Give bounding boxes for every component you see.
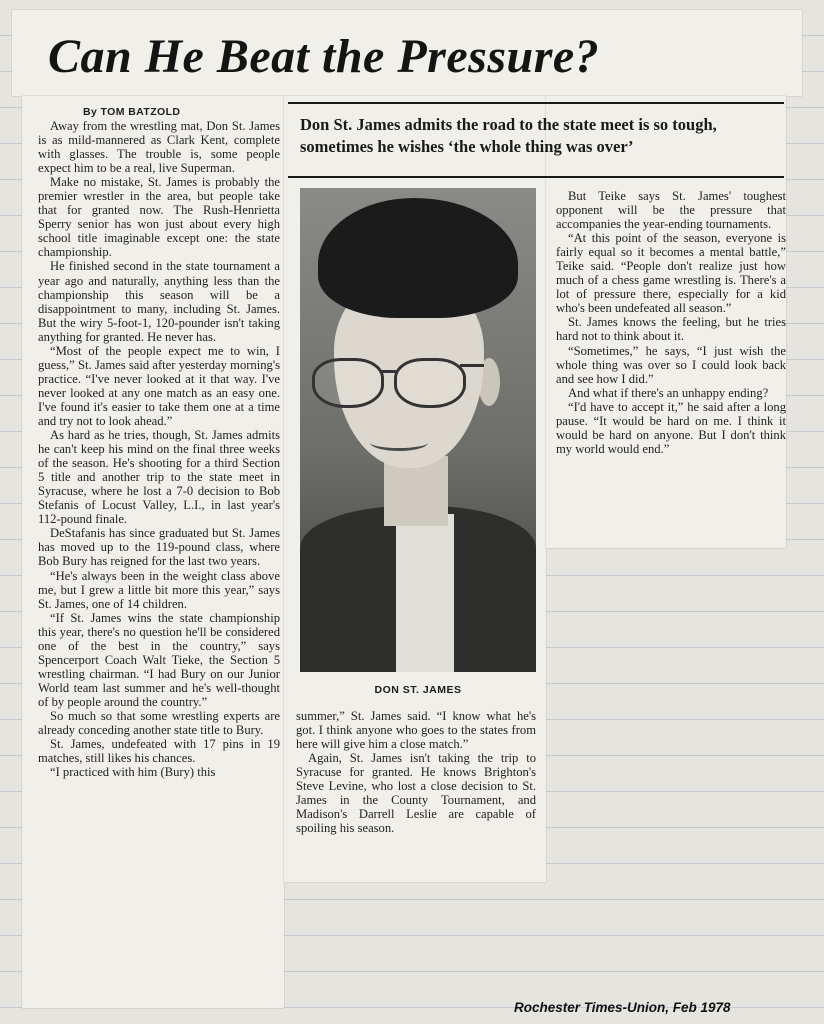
paragraph: DeStafanis has since graduated but St. James has moved up to the 119-pound class, where Bob Bury has reigned for the last two years.	[38, 526, 280, 569]
glasses-left-lens	[312, 358, 384, 408]
article-column-right	[556, 189, 786, 456]
paragraph: “I practiced with him (Bury) this	[50, 765, 216, 780]
byline: By TOM BATZOLD	[83, 106, 181, 118]
paragraph: “If St. James wins the state championship this year, there's no question he'll be considered one of the best in the country,” says Spencerport Coach Walt Tieke, the Section 5 wrestling chairman. “I had Bury on our Junior World team last summer and he's well-thought of by people around the country.”	[38, 610, 280, 709]
paragraph: “Sometimes,” he says, “I just wish the whole thing was over so I could look back and see how I did.”	[556, 343, 786, 386]
paragraph: He finished second in the state tournament a year ago and naturally, anything less than the championship this season will be a disappointment to many, including St. James. But the wiry 5-foot-1, 120-pounder isn't taking anything for granted. He never has.	[38, 259, 280, 344]
paragraph: Away from the wrestling mat, Don St. James is as mild-mannered as Clark Kent, complete with glasses. The trouble is, some people expect him to be a real, live Superman.	[38, 119, 280, 176]
article-headline: Can He Beat the Pressure?	[48, 30, 600, 83]
glasses-arm	[460, 364, 484, 367]
glasses-right-lens	[394, 358, 466, 408]
photo-hair	[318, 198, 518, 318]
deck-top-rule	[288, 102, 784, 104]
paragraph: So much so that some wrestling experts are already conceding another state title to Bury.	[38, 708, 280, 738]
paragraph: summer,” St. James said. “I know what he's got. I think anyone who goes to the states from here will give him a close match.”	[296, 709, 536, 752]
paragraph: Again, St. James isn't taking the trip to Syracuse for granted. He knows Brighton's Steve Levine, who lost a close decision to St. James in the County Tournament, and Madison's Darrell Leslie are capable of spoiling his season.	[296, 751, 536, 836]
photo-smile	[370, 434, 428, 451]
source-credit: Rochester Times-Union, Feb 1978	[514, 1000, 731, 1015]
paragraph: “I'd have to accept it,” he said after a long pause. “It would be hard on me. I think it would be hard on anyone. But I don't think my world would end.”	[556, 399, 786, 456]
glasses-bridge	[380, 370, 396, 373]
paragraph: As hard as he tries, though, St. James admits he can't keep his mind on the final three weeks of the season. He's shooting for a third Section 5 title and another trip to the state meet in Syracuse, where he lost a 7-0 decision to Bob Stefanis of Locust Valley, L.I., in last year's 112-pound finale.	[38, 428, 280, 527]
paragraph: And what if there's an unhappy ending?	[568, 385, 769, 400]
paragraph: “He's always been in the weight class above me, but I grew a little bit more this year,” says St. James, one of 14 children.	[38, 568, 280, 611]
portrait-photo	[300, 188, 536, 672]
article-column-left	[38, 105, 280, 779]
paragraph: “At this point of the season, everyone is fairly equal so it becomes a mental battle,” Teike said. “People don't realize just how much of a chess game wrestling is. There's a lot of pressure there, especially for a kid who's been undefeated all season.”	[556, 231, 786, 316]
paragraph: St. James, undefeated with 17 pins in 19 matches, still likes his chances.	[38, 737, 280, 766]
paragraph: “Most of the people expect me to win, I guess,” St. James said after yesterday morning's practice. “I've never looked at it that way. I've never looked at any one match as an easy one. I've found it's easier to take them one at a time and try not to look ahead.”	[38, 343, 280, 428]
photo-tshirt	[396, 514, 454, 672]
article-column-middle	[296, 709, 536, 835]
paragraph: St. James knows the feeling, but he tries hard not to think about it.	[556, 315, 786, 344]
article-deck: Don St. James admits the road to the state meet is so tough, sometimes he wishes ‘the whole thing was over’	[300, 115, 717, 156]
paragraph: But Teike says St. James' toughest opponent will be the pressure that accompanies the year-ending tournaments.	[556, 189, 786, 232]
deck-bottom-rule	[288, 176, 784, 178]
photo-caption: DON ST. JAMES	[374, 684, 462, 696]
paragraph: Make no mistake, St. James is probably the premier wrestler in the area, but people take that for granted now. The Rush-Henrietta Sperry senior has won just about every high school title imaginable except one: the state championship.	[38, 175, 280, 260]
